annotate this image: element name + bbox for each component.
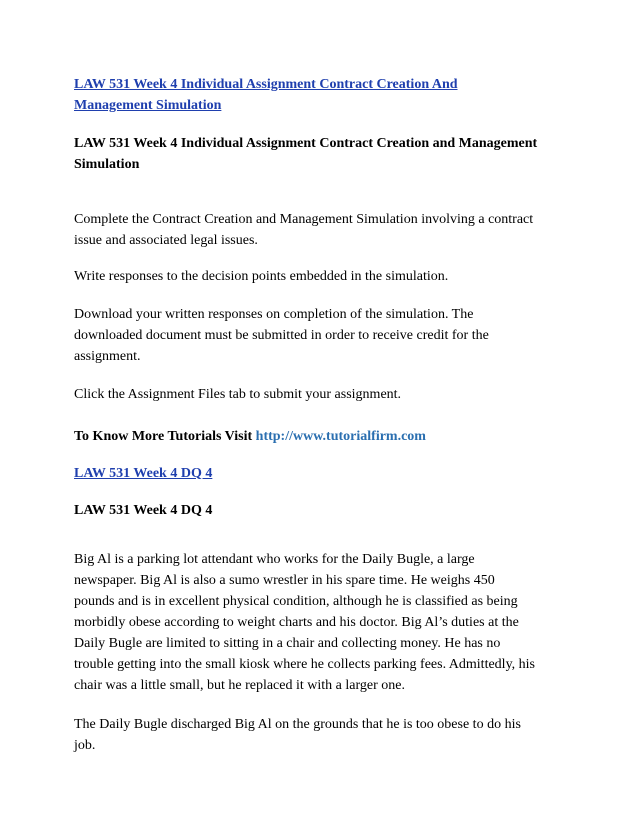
assignment-link[interactable] xyxy=(74,74,570,116)
instruction-3-line-1: Download your written responses on completion of the simulation. The xyxy=(74,307,474,322)
tutorials-line xyxy=(74,426,570,447)
scenario-line-4: morbidly obese according to weight charts and his doctor. Big Al’s duties at the xyxy=(74,615,519,630)
instruction-1-line-1: Complete the Contract Creation and Management Simulation involving a contract xyxy=(74,212,534,227)
assignment-heading-line-2: Simulation xyxy=(74,157,140,172)
assignment-link-line-2[interactable]: Management Simulation xyxy=(74,98,222,113)
instruction-4-line-1: Click the Assignment Files tab to submit your assignment. xyxy=(74,387,402,402)
instruction-paragraph-2 xyxy=(74,266,570,287)
dq-link-text[interactable]: LAW 531 Week 4 DQ 4 xyxy=(74,466,213,481)
instruction-paragraph-1 xyxy=(74,209,570,251)
dq-heading xyxy=(74,500,570,521)
instruction-paragraph-3 xyxy=(74,304,570,367)
tutorials-label: To Know More Tutorials Visit xyxy=(74,429,253,444)
scenario-line-5: Daily Bugle are limited to sitting in a chair and collecting money. He has no xyxy=(74,636,501,651)
discharge-line-1: The Daily Bugle discharged Big Al on the grounds that he is too obese to do his xyxy=(74,717,521,732)
scenario-line-2: newspaper. Big Al is also a sumo wrestler in his spare time. He weighs 450 xyxy=(74,573,495,588)
scenario-line-6: trouble getting into the small kiosk where he collects parking fees. Admittedly, his xyxy=(74,657,535,672)
discharge-paragraph xyxy=(74,714,570,756)
scenario-line-7: chair was a little small, but he replaced it with a larger one. xyxy=(74,678,405,693)
discharge-line-2: job. xyxy=(74,738,96,753)
tutorials-url-link[interactable]: http://www.tutorialfirm.com xyxy=(255,429,426,444)
instruction-paragraph-4 xyxy=(74,384,570,405)
instruction-2-line-1: Write responses to the decision points embedded in the simulation. xyxy=(74,269,449,284)
assignment-heading-line-1: LAW 531 Week 4 Individual Assignment Contract Creation and Management xyxy=(74,136,538,151)
instruction-1-line-2: issue and associated legal issues. xyxy=(74,233,258,248)
assignment-link-line-1[interactable]: LAW 531 Week 4 Individual Assignment Contract Creation And xyxy=(74,77,458,92)
instruction-3-line-2: downloaded document must be submitted in order to receive credit for the xyxy=(74,328,489,343)
scenario-line-3: pounds and is in excellent physical condition, although he is classified as being xyxy=(74,594,518,609)
dq-heading-text: LAW 531 Week 4 DQ 4 xyxy=(74,503,213,518)
dq-link[interactable] xyxy=(74,463,570,484)
assignment-heading xyxy=(74,133,570,175)
scenario-paragraph xyxy=(74,549,570,696)
instruction-3-line-3: assignment. xyxy=(74,349,141,364)
scenario-line-1: Big Al is a parking lot attendant who works for the Daily Bugle, a large xyxy=(74,552,475,567)
